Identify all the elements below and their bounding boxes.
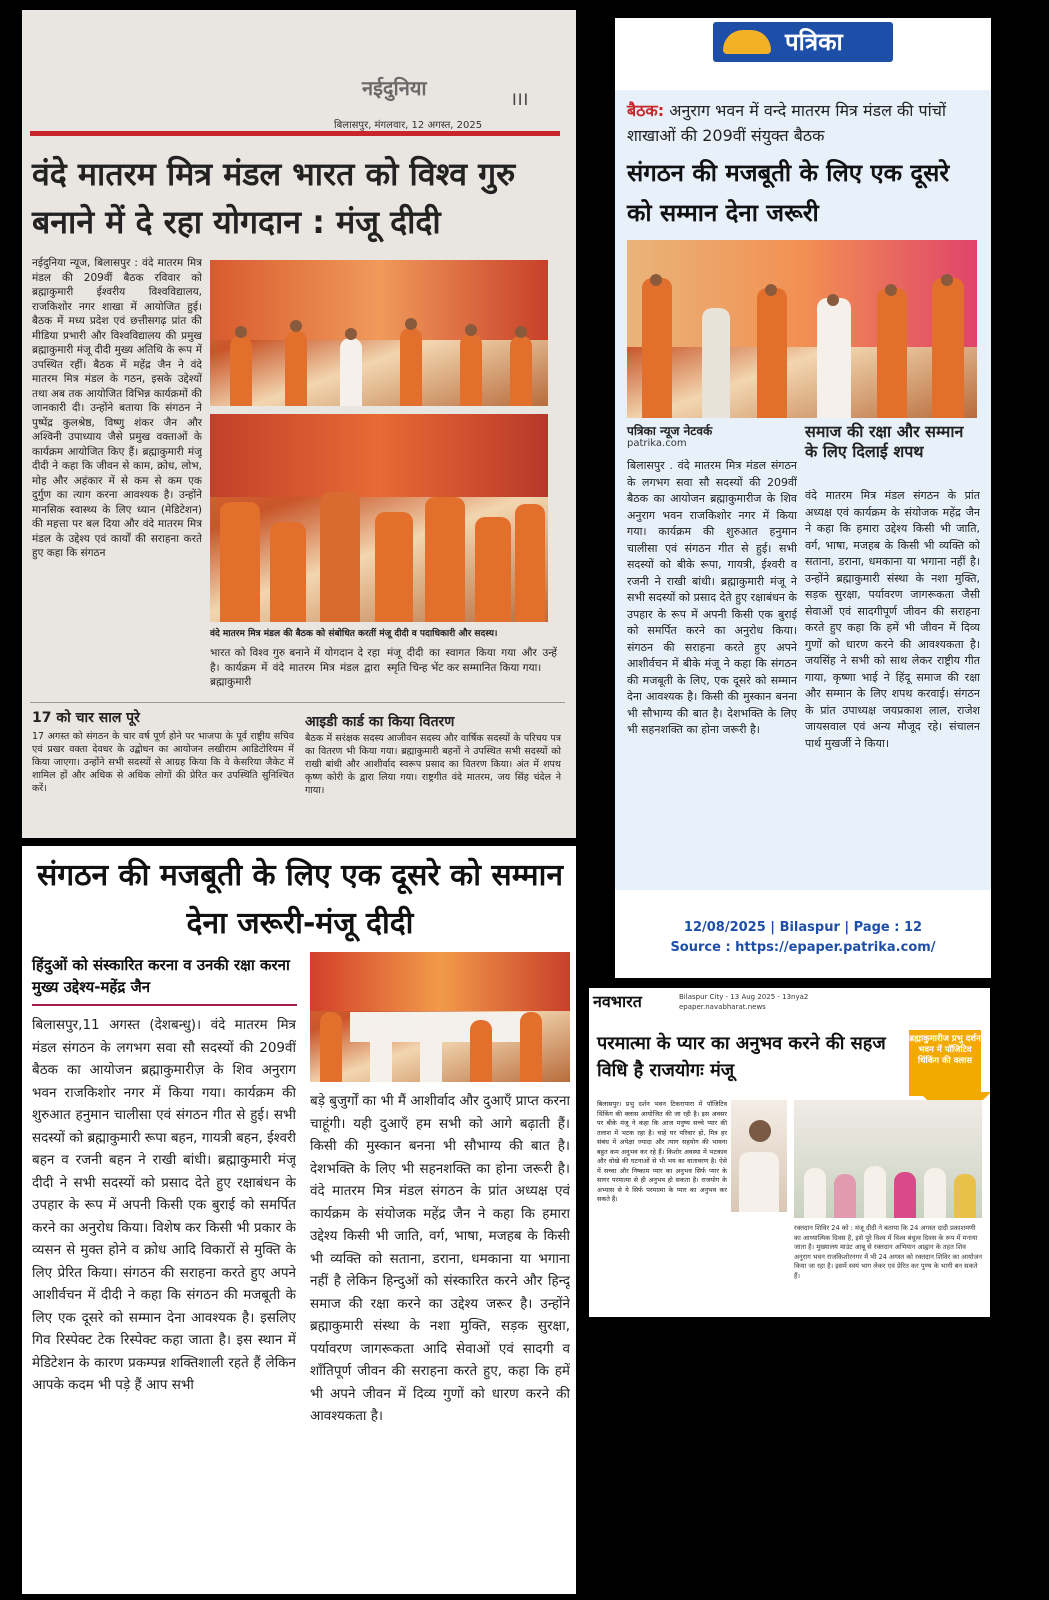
article-body-right: मंजू दीदी का स्वागत किया गया और उन्हें स्मृति चिन्ह भेंट कर सम्मानित किया गया।	[387, 647, 557, 674]
kicker-rule	[32, 1004, 297, 1006]
meeting-stage-photo	[210, 260, 548, 406]
website: patrika.com	[627, 438, 687, 449]
headline: संगठन की मजबूती के लिए एक दूसरे को सम्मान देना जरूरी-मंजू दीदी	[36, 858, 564, 941]
subhead-four-years-body: 17 अगस्त को संगठन के चार वर्ष पूर्ण होने पर भाजपा के पूर्व राष्ट्रीय सचिव एवं प्रखर वक्ता देवधर के उद्बोधन का आयोजन लखीराम आडिटोरियम में किया जाएगा। उन्होंने सभी सदस्यों से आग्रह किया कि वे केसरिया जैकेट में शामिल हों और अधिक से अधिक लोगों की प्रेरित कर उपस्थिति सुनिश्चित करें।	[32, 731, 294, 794]
side-note-pointer	[919, 1092, 990, 1100]
kicker-label: बैठक:	[627, 101, 665, 120]
edition-meta	[679, 992, 808, 1012]
meeting-photo	[310, 952, 570, 1082]
article-body-left: नईदुनिया न्यूज, बिलासपुर : वंदे मातरम मित्र मंडल की 209वीं बैठक रविवार को ब्रह्माकुमारी ईश्वरीय विश्वविद्यालय, राजकिशोर नगर शाखा में आयोजित हुई। बैठक में मध्य प्रदेश एवं छत्तीसगढ़ प्रांत की मीडिया प्रभारी और विश्वविद्यालय की प्रमुख ब्रह्माकुमारी मंजू दीदी मुख्य अतिथि के रूप में उपस्थित रहीं। बैठक में महेंद्र जैन ने वंदे मातरम मित्र मंडल के गठन, इसके उद्देश्यों तथा अब तक आयोजित विभिन्न कार्यक्रमों की जानकारी दी। उन्होंने बताया कि संगठन ने पुष्पेंद्र कुलश्रेष्ठ, विष्णु शंकर जैन और अश्विनी उपाध्याय जैसे प्रमुख वक्ताओं के कार्यक्रम आयोजित किए हैं। ब्रह्माकुमारी मंजू दीदी ने कहा कि जीवन से काम, क्रोध, लोभ, मोह और अहंकार में से कम से कम एक दुर्गुण का त्याग करना आवश्यक है। उन्होंने मानसिक स्वास्थ्य के लिए ध्यान (मेडिटेशन) की महत्ता पर बल दिया और वंदे मातरम मित्र मंडल के उद्देश्य एवं कार्यों की सराहना करते हुए कहा कि संगठन	[32, 257, 202, 559]
dateline: बिलासपुर, मंगलवार, 12 अगस्त, 2025	[334, 120, 483, 131]
naidunia-masthead: नईदुनिया	[362, 76, 427, 100]
kicker: हिंदुओं को संस्कारित करना व उनकी रक्षा करना मुख्य उद्देश्य-महेंद्र जैन	[32, 956, 290, 996]
photo-caption: वंदे मातरम मित्र मंडल की बैठक को संबोधित करतीं मंजू दीदी व पदाधिकारी और सदस्य।	[210, 629, 498, 639]
side-note: ब्रह्माकुमारीज प्रभु दर्शन भवन में पॉजिटिव थिंकिंग की क्लास	[909, 1030, 981, 1096]
article-body-right: वंदे मातरम मित्र मंडल संगठन के प्रांत अध्यक्ष एवं कार्यक्रम के संयोजक महेंद्र जैन ने कहा कि हमारा उद्देश्य किसी भी जाति, वर्ग, भाषा, मजहब के किसी भी व्यक्ति को सताना, डराना, धमकाना या भगाना नहीं है। उन्होंने ब्रह्माकुमारी संस्था के नशा मुक्ति, सड़क सुरक्षा, पर्यावरण जागरूकता जैसी सेवाओं एवं सादगीपूर्ण जीवन की सराहना करते हुए कहा कि हमें भी जीवन में दिव्य गुणों को धारण करने की आवश्यकता है। जयसिंह ने सभी को साथ लेकर राष्ट्रीय गीत गाया, कृष्णा भाई ने हिंदू समाज की रक्षा और सम्मान के लिए शपथ करवाई। संगठन के प्रांत उपाध्यक्ष जयप्रकाश लाल, राजेश जायसवाल एवं अन्य मौजूद रहे। संचालन पार्थ मुखर्जी ने किया।	[805, 489, 980, 750]
headline: वंदे मातरम मित्र मंडल भारत को विश्व गुरु बनाने में दे रहा योगदान : मंजू दीदी	[32, 155, 516, 241]
article-body: बिलासपुर। प्रभु दर्शन भवन टिकरापारा में पॉजिटिव थिंकिंग की क्लास आयोजित की जा रही है। इस अवसर पर बीके मंजू ने कहा कि आज मनुष्य सच्चे प्यार की तलाश में भटक रहा है। चाहे घर परिवार हो, मित्र हर संबंध में अपेक्षा ज्यादा और त्याग सहयोग की भावना बहुत कम अनुभव कर रहे हैं। किशोर अवस्था में भटकाव और धोखे की घटनाओं से भी भय का वातावरण है। ऐसे में सच्चा और निष्काम प्यार का अनुभव सिर्फ प्यार के सागर परमात्मा से ही अनुभव हो सकता है। राजयोग के अभ्यास से ये सिर्फ परमात्मा के प्यार का अनुभव कर सकते हैं।	[597, 1100, 727, 1203]
subhead-four-years: 17 को चार साल पूरे	[32, 710, 140, 726]
footer-date-page: 12/08/2025 | Bilaspur | Page : 12	[683, 920, 923, 935]
byline: पत्रिका न्यूज नेटवर्क	[627, 424, 713, 438]
source-footer	[615, 918, 991, 958]
patrika-clipping	[615, 18, 991, 978]
article-body-left: बिलासपुर . वंदे मातरम मित्र मंडल संगठन के लगभग सवा सौ सदस्यों की 209वीं बैठक का आयोजन ब्रह्माकुमारीज के शिव अनुराग भवन राजकिशोर नगर में किया गया। कार्यक्रम की शुरुआत हनुमान चालीसा एवं संगठन गीत से हुई। सभी सदस्यों को बीके रूपा, गायत्री, ईश्वरी व रजनी ने राखी बांधी। ब्रह्माकुमारी मंजू ने सभी सदस्यों को प्रसाद देते हुए रक्षाबंधन के उपहार के रूप में अपनी किसी एक बुराई को समर्पित करने का अनुरोध किया। संगठन की सराहना करते हुए अपने आशीर्वचन में बीके मंजू ने कहा कि संगठन की मजबूती के लिए, एक दूसरे को सम्मान देना आवश्यक है। किसी की मुस्कान बनना भी सौभाग्य की बात है। देशभक्ति के लिए भी सहनशक्ति का होना जरूरी है।	[627, 459, 797, 736]
naidunia-clipping	[22, 10, 576, 838]
deshbandhu-clipping	[22, 846, 576, 1594]
patrika-logo	[713, 22, 893, 62]
kicker	[627, 98, 982, 148]
lion-emblem-icon	[723, 30, 771, 54]
felicitation-photo	[627, 240, 977, 418]
photo-caption: रक्तदान शिविर 24 को : मंजू दीदी ने बताया कि 24 अगस्त दादी प्रकाशमणी का आध्यात्मिक दिवस है, इसे पूरे विश्व में विश्व बंधुत्व दिवस के रूप में मनाया जाता है। मुख्यालय माउंट आबू से रक्तदान अभियान आह्वान के तहत शिव अनुराग भवन राजकिशोरनगर में भी 24 अगस्त को रक्तदान शिविर का आयोजन किया जा रहा है। इसमें स्वयं भाग लेकर एवं प्रेरित कर पुण्य के भागी बन सकते हैं।	[794, 1224, 983, 1280]
patrika-logo-text: पत्रिका	[785, 27, 843, 56]
subhead-id-card-body: बैठक में सरंक्षक सदस्य आजीवन सदस्य और वार्षिक सदस्यों के परिचय पत्र का वितरण भी किया गया। ब्रह्माकुमारी बहनों ने उपस्थित सभी सदस्यों को राखी बांधी और आशीर्वाद स्वरूप प्रसाद का वितरण किया। अंत में शपथ कृष्ण कोरी के द्वारा लिया गया। राष्ट्रगीत वंदे मातरम, जय सिंह चंदेल ने गाया।	[305, 733, 561, 796]
article-body-left: बिलासपुर,11 अगस्त (देशबन्धु)। वंदे मातरम मित्र मंडल संगठन के लगभग सवा सौ सदस्यों की 209वीं बैठक का आयोजन ब्रह्माकुमारीज़ के शिव अनुराग भवन राजकिशोर नगर में किया गया। कार्यक्रम की शुरुआत हनुमान चालीसा एवं संगठन गीत से हुई। सभी सदस्यों को ब्रह्माकुमारी रूपा बहन, गायत्री बहन, ईश्वरी बहन व रजनी बहन ने राखी बांधी। ब्रह्माकुमारी मंजू दीदी ने सभी सदस्यों को प्रसाद देते हुए रक्षाबंधन के उपहार के रूप में अपनी किसी एक बुराई को समर्पित करने का अनुरोध किया। विशेष कर किसी भी प्रकार के व्यसन से मुक्त होने व क्रोध आदि विकारों से मुक्ति के लिए प्रेरित किया। संगठन की सराहना करते हुए अपने आशीर्वचन में दीदी ने कहा कि संगठन की मजबूती के लिए एक दूसरे को सम्मान देना आवश्यक है। इसलिए गिव रिस्पेक्ट टेक रिस्पेक्ट कहा जाता है। इस स्थान में मेडिटेशन के कारण प्रकम्पन्न शक्तिशाली रहते हैं लेकिन आपके कदम भी पड़े हैं आप सभी	[32, 1017, 296, 1393]
article-body-mid: भारत को विश्व गुरु बनाने में योगदान दे रहा है। कार्यक्रम में वंदे मातरम मित्र मंडल द्वारा ब्रह्माकुमारी	[210, 647, 380, 688]
navbharat-masthead: नवभारत	[593, 992, 642, 1011]
subhead-id-card: आइडी कार्ड का किया वितरण	[305, 714, 455, 730]
subhead: समाज की रक्षा और सम्मान के लिए दिलाई शपथ	[805, 422, 964, 461]
footer-source: Source : https://epaper.patrika.com/	[670, 940, 936, 955]
article-body-right: बड़े बुजुर्गों का भी मैं आशीर्वाद और दुआएँ प्राप्त करना चाहूंगी। यही दुआएँ हम सभी को आगे बढ़ाती हैं। किसी की मुस्कान बनना भी सौभाग्य की बात है। देशभक्ति के लिए भी सहनशक्ति का होना जरूरी है। वंदे मातरम मित्र मंडल संगठन के प्रांत अध्यक्ष एवं कार्यक्रम के संयोजक महेंद्र जैन ने कहा कि हमारा उद्देश्य किसी भी जाति, वर्ग, भाषा, मजहब के किसी भी व्यक्ति को सताना, डराना, धमकाना या भगाना नहीं है लेकिन हिन्दुओं को संस्कारित करने और हिन्दू समाज की रक्षा करने का उद्देश्य जरूर है। उन्होंने ब्रह्माकुमारी संस्था के नशा मुक्ति, सड़क सुरक्षा, पर्यावरण जागरूकता आदि सेवाओं एवं सादगी व शाँतिपूर्ण जीवन की सराहना करते हुए, कहा कि हमें भी अपने जीवन में दिव्य गुणों को धारण करने की आवश्यकता है।	[310, 1093, 570, 1424]
kicker-text: अनुराग भवन में वन्दे मातरम मित्र मंडल की पांचों शाखाओं की 209वीं संयुक्त बैठक	[627, 101, 947, 145]
audience-photo	[210, 414, 548, 622]
portrait-photo	[731, 1100, 787, 1212]
headline: संगठन की मजबूती के लिए एक दूसरे को सम्मान देना जरूरी	[627, 159, 950, 227]
red-rule	[30, 131, 560, 136]
class-photo	[794, 1100, 982, 1218]
epaper-url: epaper.navabharat.news	[679, 1003, 766, 1011]
page-mark: III	[512, 90, 530, 109]
headline: परमात्मा के प्यार का अनुभव करने की सहज विधि है राजयोगः मंजू	[597, 1033, 886, 1081]
divider	[30, 702, 565, 703]
edition-line: Bilaspur City - 13 Aug 2025 - 13nya2	[679, 993, 809, 1001]
navbharat-clipping	[589, 988, 990, 1317]
